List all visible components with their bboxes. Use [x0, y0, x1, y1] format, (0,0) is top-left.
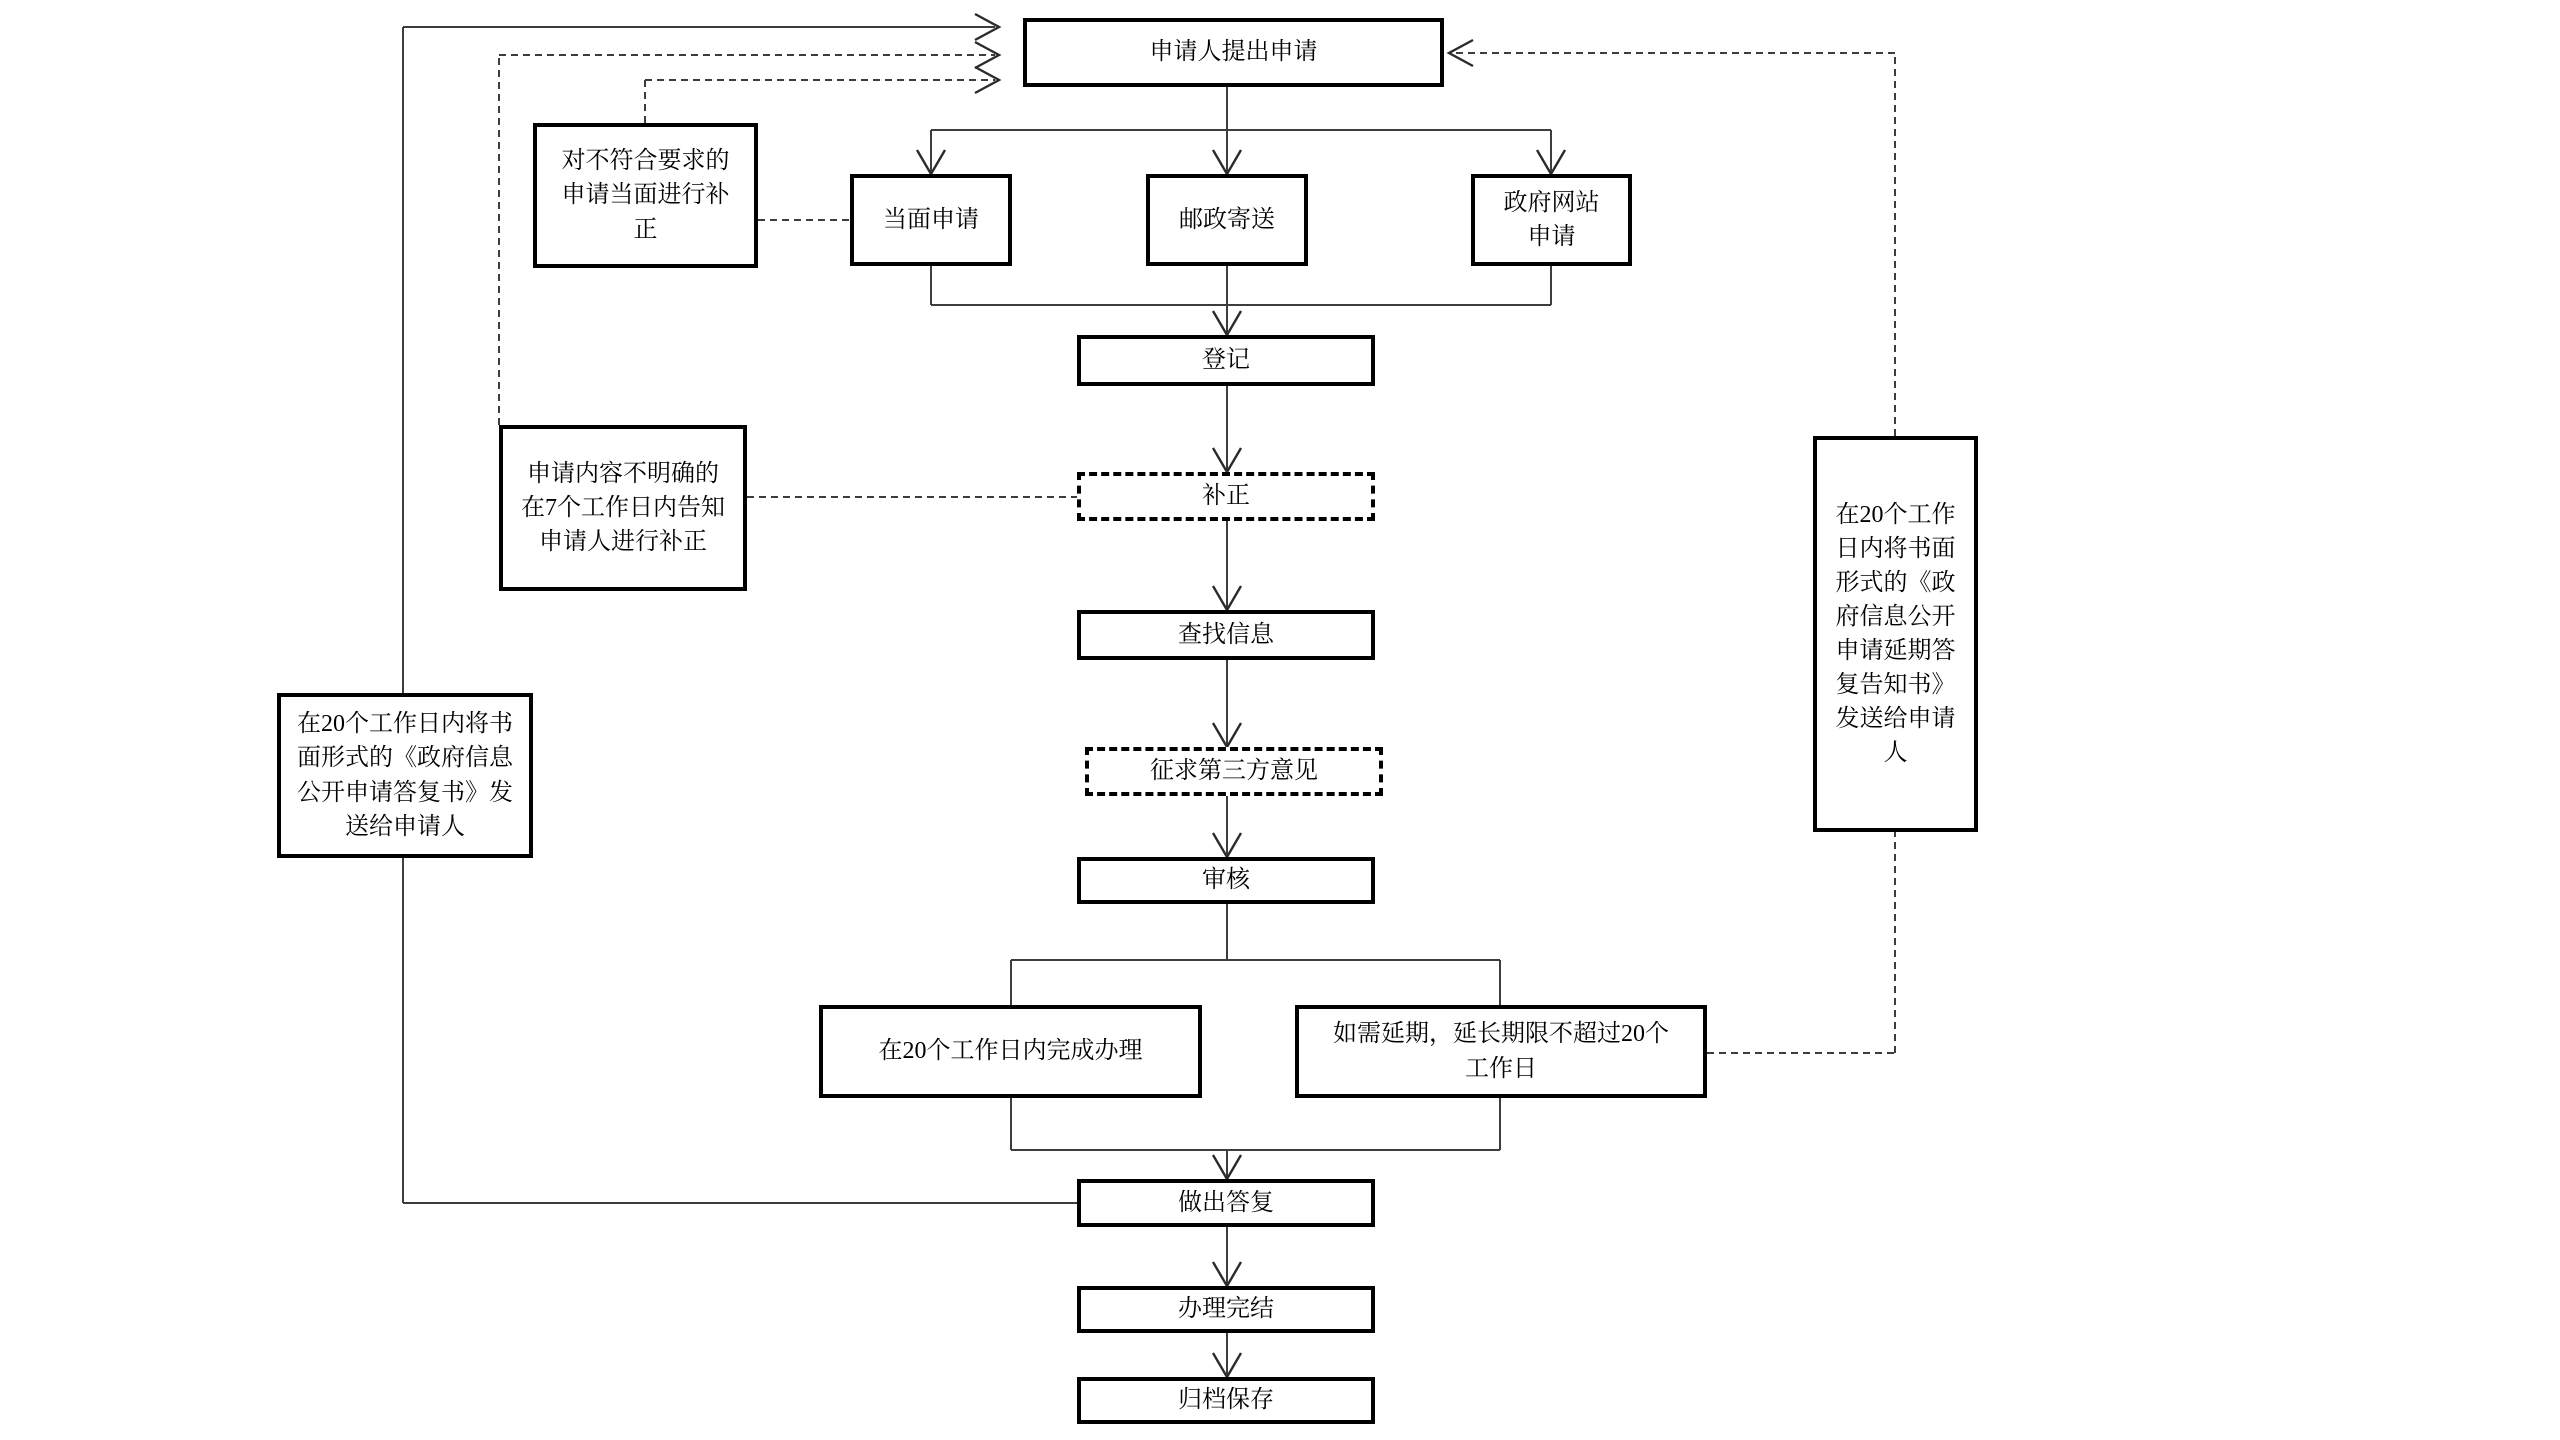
- node-postal-delivery: [1146, 174, 1308, 266]
- node-review: [1077, 857, 1375, 904]
- node-label: 当面申请: [883, 206, 979, 233]
- node-processing-completed: [1077, 1286, 1375, 1333]
- annotation-label: 对不符合要求的申请当面进行补正: [561, 148, 730, 243]
- node-label: 政府网站申请: [1503, 189, 1600, 250]
- annotation-reply-notice: [277, 693, 533, 858]
- node-label: 补正: [1202, 483, 1250, 510]
- annotation-extension-notice: [1813, 436, 1978, 832]
- annotation-unclear-content: [499, 425, 747, 591]
- node-label: 如需延期，延长期限不超过20个工作日: [1333, 1021, 1669, 1082]
- node-label: 登记: [1202, 347, 1250, 374]
- node-applicant-submits: [1023, 18, 1444, 87]
- node-label: 办理完结: [1178, 1296, 1274, 1323]
- node-complete-within-20-days: [819, 1005, 1202, 1098]
- annotation-label: 在20个工作日内将书面形式的《政府信息公开申请延期答复告知书》发送给申请人: [1835, 501, 1956, 767]
- node-label: 审核: [1202, 867, 1250, 894]
- annotation-correct-onsite: [533, 123, 758, 268]
- node-label: 归档保存: [1178, 1387, 1274, 1414]
- node-gov-website-application: [1471, 174, 1632, 266]
- node-registration: [1077, 335, 1375, 386]
- annotation-label: 在20个工作日内将书面形式的《政府信息公开申请答复书》发送给申请人: [297, 711, 513, 840]
- node-in-person-application: [850, 174, 1012, 266]
- node-make-reply: [1077, 1179, 1375, 1227]
- arrowhead-right-annB: [975, 42, 999, 68]
- node-supplement-correction: [1077, 472, 1375, 521]
- node-label: 在20个工作日内完成办理: [878, 1038, 1143, 1065]
- node-seek-third-party-opinions: [1085, 747, 1383, 796]
- node-label: 做出答复: [1178, 1189, 1274, 1216]
- node-label: 查找信息: [1178, 621, 1274, 648]
- node-extension-not-exceed-20-days: [1295, 1005, 1707, 1098]
- node-label: 邮政寄送: [1179, 206, 1275, 233]
- annotation-label: 申请内容不明确的在7个工作日内告知申请人进行补正: [521, 460, 725, 556]
- node-label: 申请人提出申请: [1149, 39, 1318, 66]
- node-label: 征求第三方意见: [1150, 758, 1318, 785]
- node-search-information: [1077, 610, 1375, 660]
- node-archive-storage: [1077, 1377, 1375, 1424]
